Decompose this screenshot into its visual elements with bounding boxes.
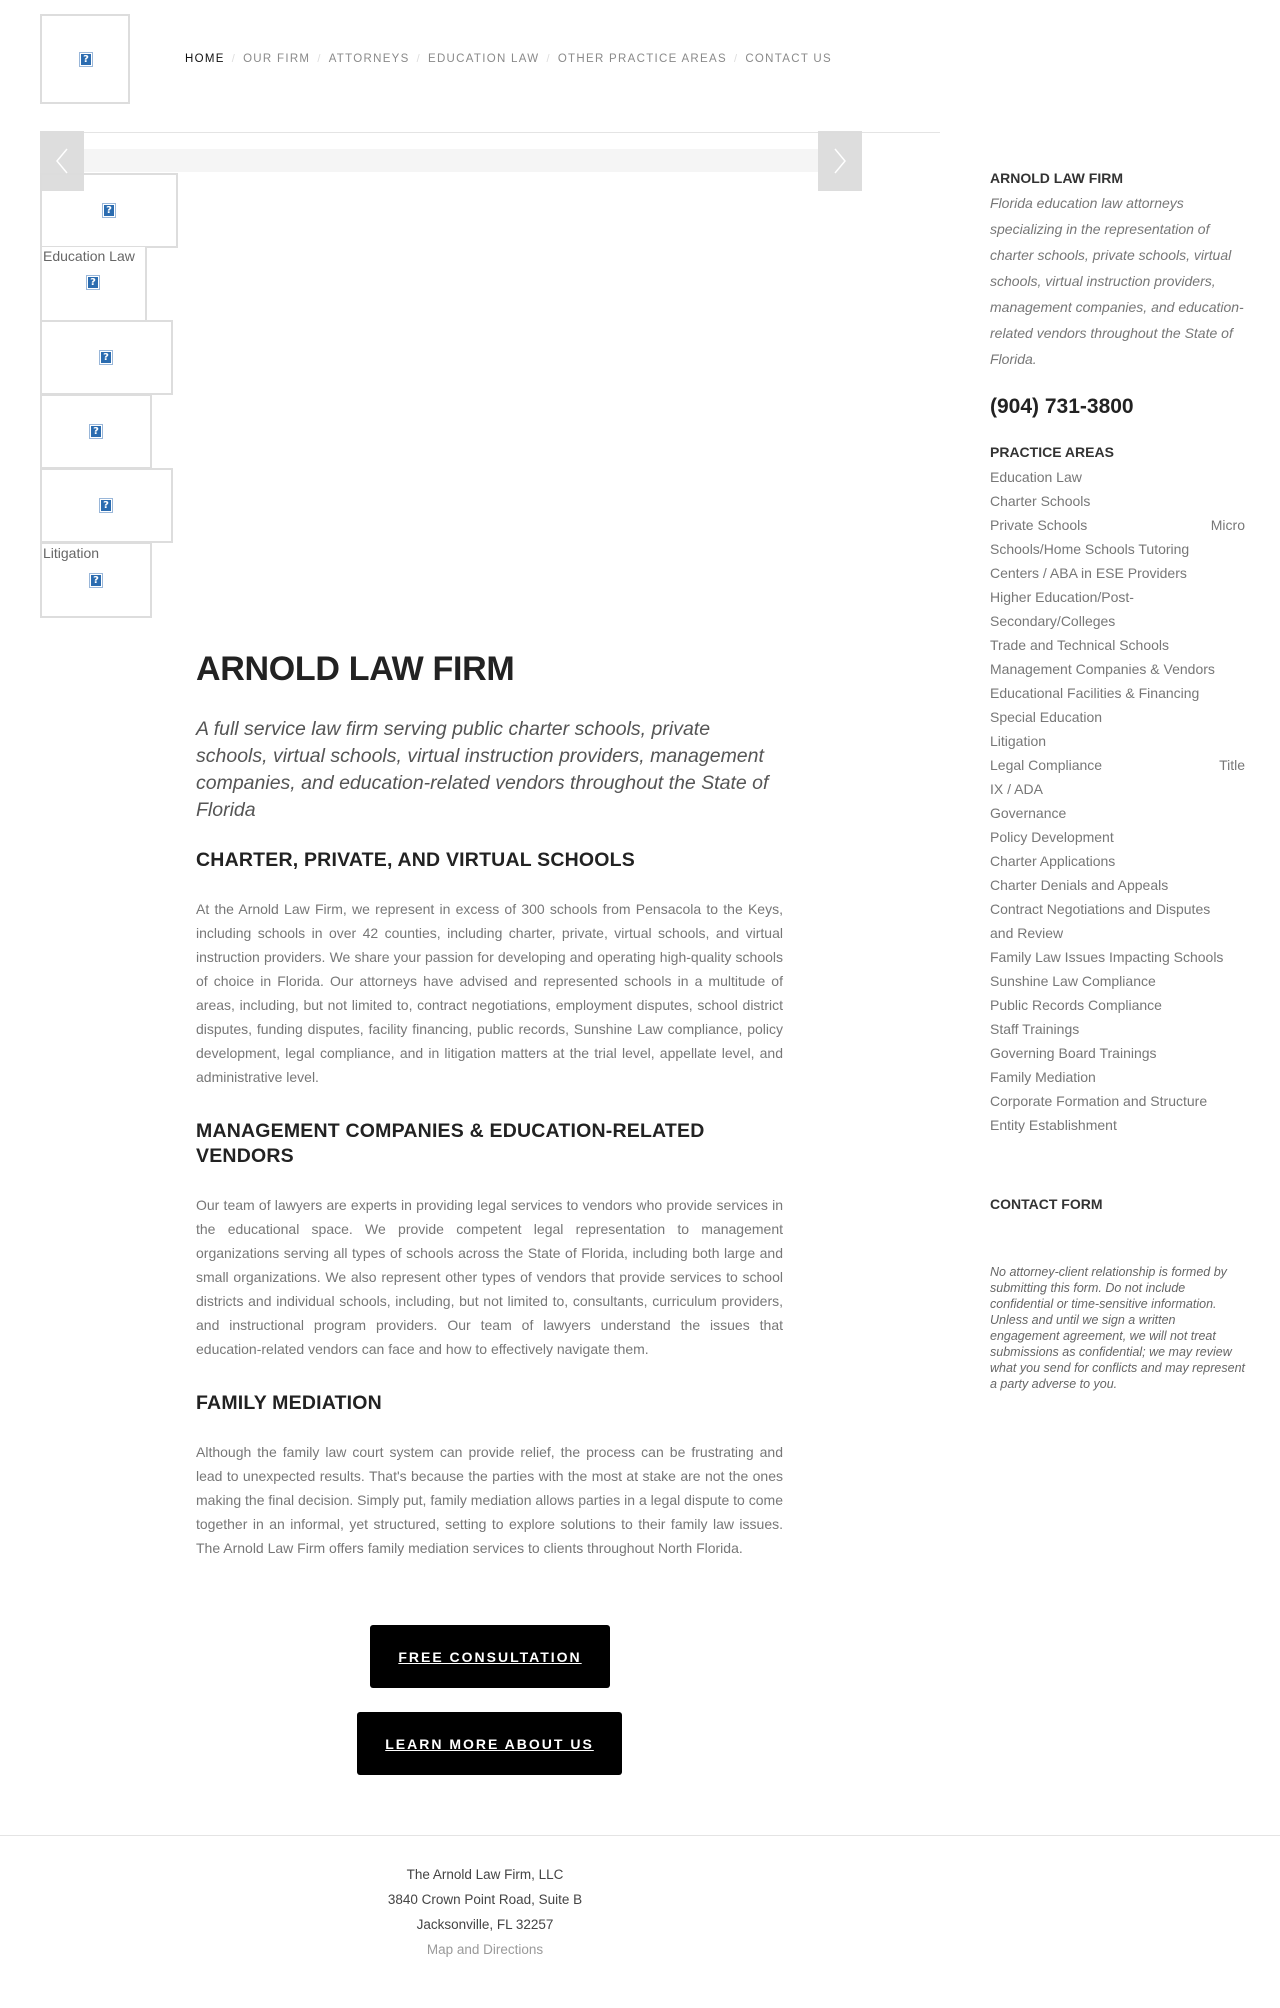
practice-area-item [990, 753, 1245, 777]
practice-area-link[interactable]: Policy Development [990, 829, 1114, 845]
practice-area-link[interactable]: Secondary/Colleges [990, 613, 1116, 629]
practice-area-link[interactable]: Management Companies & Vendors [990, 661, 1215, 677]
practice-area-item [990, 657, 1245, 681]
nav-separator: / [317, 53, 322, 65]
nav-separator: / [733, 53, 739, 65]
slider-next-button[interactable] [818, 131, 862, 191]
practice-area-item [990, 561, 1245, 585]
footer-company: The Arnold Law Firm, LLC [406, 1867, 564, 1882]
footer-address-line2: Jacksonville, FL 32257 [416, 1917, 554, 1932]
sidebar-description: Florida education law attorneys specializing in the representation of charter schools, private schools, virtual schools, virtual instruction providers, management companies, and education-related vendors throughout the State of Florida. [990, 195, 1244, 367]
practice-areas-list [990, 465, 1245, 1137]
practice-area-item [990, 873, 1245, 897]
slide-thumbnail[interactable] [40, 468, 173, 543]
practice-area-link[interactable]: Staff Trainings [990, 1021, 1080, 1037]
logo[interactable] [40, 14, 130, 104]
practice-area-link[interactable]: Education Law [990, 469, 1082, 485]
nav-education-law[interactable]: EDUCATION LAW [427, 53, 540, 65]
nav-separator: / [231, 53, 237, 65]
main-content [196, 648, 783, 1560]
slider-track [84, 149, 818, 172]
nav-our-firm[interactable]: OUR FIRM [243, 53, 311, 65]
nav-home[interactable]: HOME [185, 53, 225, 65]
footer-address-line1: 3840 Crown Point Road, Suite B [387, 1892, 583, 1907]
practice-area-link[interactable]: Family Mediation [990, 1069, 1096, 1085]
nav-separator: / [546, 53, 551, 65]
practice-area-item [990, 849, 1245, 873]
chevron-left-icon [55, 148, 69, 174]
broken-image-icon: ? [79, 52, 93, 67]
practice-area-item [990, 513, 1245, 537]
section-heading-vendors: MANAGEMENT COMPANIES & EDUCATION-RELATED VENDORS [196, 1120, 705, 1167]
practice-area-link[interactable]: Public Records Compliance [990, 997, 1162, 1013]
nav-other-practice-areas[interactable]: OTHER PRACTICE AREAS [557, 53, 727, 65]
slide-thumbnail[interactable] [40, 247, 147, 322]
practice-area-link[interactable]: Higher Education/Post- [990, 589, 1134, 605]
practice-area-link[interactable]: and Review [990, 925, 1064, 941]
practice-area-item [990, 1065, 1245, 1089]
contact-form-heading: CONTACT FORM [990, 1196, 1103, 1212]
slider-prev-button[interactable] [40, 131, 84, 191]
practice-area-item [990, 921, 1245, 945]
practice-area-link[interactable]: Corporate Formation and Structure [990, 1093, 1208, 1109]
practice-area-link[interactable]: Charter Schools [990, 493, 1091, 509]
broken-image-icon: ? [89, 573, 103, 588]
practice-area-link[interactable]: Litigation [990, 733, 1047, 749]
section-body-vendors: Our team of lawyers are experts in providing legal services to vendors who provide services in the educational space. We provide competent legal representation to management organizations serving all types of schools across the State of Florida, including both large and small organizations. We also represent other types of vendors that provide services to school districts and individual schools, including, but not limited to, consultants, curriculum providers, and instructional program providers. Our team of lawyers understand the issues that education-related vendors can face and how to effectively navigate them. [196, 1197, 783, 1357]
slide-thumbnail[interactable] [40, 394, 152, 469]
practice-area-item [990, 1089, 1245, 1113]
practice-area-item [990, 1017, 1245, 1041]
practice-area-link[interactable]: Contract Negotiations and Disputes [990, 901, 1211, 917]
practice-area-item [990, 897, 1245, 921]
practice-area-item [990, 489, 1245, 513]
slide-thumbnail[interactable] [40, 542, 152, 618]
practice-area-link[interactable]: Sunshine Law Compliance [990, 973, 1156, 989]
practice-area-link[interactable]: IX / ADA [990, 781, 1043, 797]
broken-image-icon: ? [102, 203, 116, 218]
map-directions-link[interactable]: Map and Directions [426, 1942, 544, 1957]
practice-area-item [990, 705, 1245, 729]
practice-area-link[interactable]: Educational Facilities & Financing [990, 685, 1200, 701]
section-body-mediation: Although the family law court system can provide relief, the process can be frustrating and lead to unexpected results. That's because the parties with the most at stake are not the ones making the final decision. Simply put, family mediation allows parties in a legal dispute to come together in an informal, yet structured, setting to explore solutions to their family law issues. The Arnold Law Firm offers family mediation services to clients throughout North Florida. [196, 1444, 783, 1556]
practice-area-item [990, 993, 1245, 1017]
practice-area-link[interactable]: Special Education [990, 709, 1103, 725]
footer-divider [0, 1835, 1280, 1836]
page-title: ARNOLD LAW FIRM [196, 650, 515, 688]
nav-contact-us[interactable]: CONTACT US [745, 53, 833, 65]
practice-area-item [990, 945, 1245, 969]
learn-more-button[interactable]: LEARN MORE ABOUT US [357, 1712, 622, 1775]
practice-area-link[interactable]: Schools/Home Schools Tutoring [990, 541, 1190, 557]
practice-area-item [990, 729, 1245, 753]
practice-area-item [990, 465, 1245, 489]
broken-image-icon: ? [86, 275, 100, 290]
nav-separator: / [416, 53, 421, 65]
free-consultation-button[interactable]: FREE CONSULTATION [370, 1625, 610, 1688]
section-heading-schools: CHARTER, PRIVATE, AND VIRTUAL SCHOOLS [196, 849, 635, 871]
practice-area-item [990, 633, 1245, 657]
practice-area-link[interactable]: Private Schools [990, 517, 1088, 533]
slide-thumbnail[interactable] [40, 320, 173, 395]
lead-text: A full service law firm serving public charter schools, private schools, virtual schools, virtual instruction providers, management companies, and education-related vendors throughout the State of Florida [196, 718, 769, 821]
practice-area-link[interactable]: Governing Board Trainings [990, 1045, 1157, 1061]
practice-area-item [990, 681, 1245, 705]
practice-area-link[interactable]: Family Law Issues Impacting Schools [990, 949, 1224, 965]
footer [285, 1862, 685, 1962]
sidebar [990, 168, 1245, 1392]
nav-attorneys[interactable]: ATTORNEYS [328, 53, 410, 65]
practice-area-item [990, 801, 1245, 825]
practice-areas-heading: PRACTICE AREAS [990, 444, 1114, 460]
practice-area-link[interactable]: Micro [1210, 517, 1245, 533]
chevron-right-icon [833, 148, 847, 174]
section-body-schools: At the Arnold Law Firm, we represent in excess of 300 schools from Pensacola to the Keys, including schools in over 42 counties, including charter, private, virtual schools, and virtual instruction providers. We share your passion for developing and operating high-quality schools of choice in Florida. Our attorneys have advised and represented schools in a multitude of areas, including, but not limited to, contract negotiations, employment disputes, school district disputes, funding disputes, facility financing, public records, Sunshine Law compliance, policy development, legal compliance, and in litigation matters at the trial level, appellate level, and administrative level. [196, 901, 783, 1085]
contact-disclaimer: No attorney-client relationship is formed by submitting this form. Do not include confidential or time-sensitive information. Unless and until we sign a written engagement agreement, we will not treat submissions as confidential; we may review what you send for conflicts and may represent a party adverse to you. [990, 1265, 1245, 1391]
practice-area-link[interactable]: Charter Applications [990, 853, 1116, 869]
practice-area-link[interactable]: Legal Compliance [990, 757, 1103, 773]
phone-number[interactable]: (904) 731-3800 [990, 395, 1134, 418]
practice-area-item [990, 777, 1245, 801]
sidebar-firm-title: ARNOLD LAW FIRM [990, 170, 1123, 186]
practice-area-item [990, 1041, 1245, 1065]
practice-area-item [990, 585, 1245, 609]
practice-area-link[interactable]: Charter Denials and Appeals [990, 877, 1169, 893]
broken-image-icon: ? [99, 498, 113, 513]
practice-area-link[interactable]: Centers / ABA in ESE Providers [990, 565, 1187, 581]
practice-area-link[interactable]: Trade and Technical Schools [990, 637, 1169, 653]
practice-area-link[interactable]: Entity Establishment [990, 1117, 1117, 1133]
practice-area-link[interactable]: Governance [990, 805, 1067, 821]
broken-image-icon: ? [99, 350, 113, 365]
practice-area-item [990, 609, 1245, 633]
slider-top-border [84, 132, 940, 133]
practice-area-item [990, 825, 1245, 849]
broken-image-icon: ? [89, 424, 103, 439]
section-heading-mediation: FAMILY MEDIATION [196, 1392, 382, 1414]
practice-area-item [990, 969, 1245, 993]
main-nav [185, 50, 832, 68]
practice-area-item [990, 1113, 1245, 1137]
practice-area-link[interactable]: Title [1219, 757, 1245, 773]
slide-caption: Education Law [43, 248, 135, 264]
slide-caption: Litigation [43, 545, 100, 561]
practice-area-item [990, 537, 1245, 561]
